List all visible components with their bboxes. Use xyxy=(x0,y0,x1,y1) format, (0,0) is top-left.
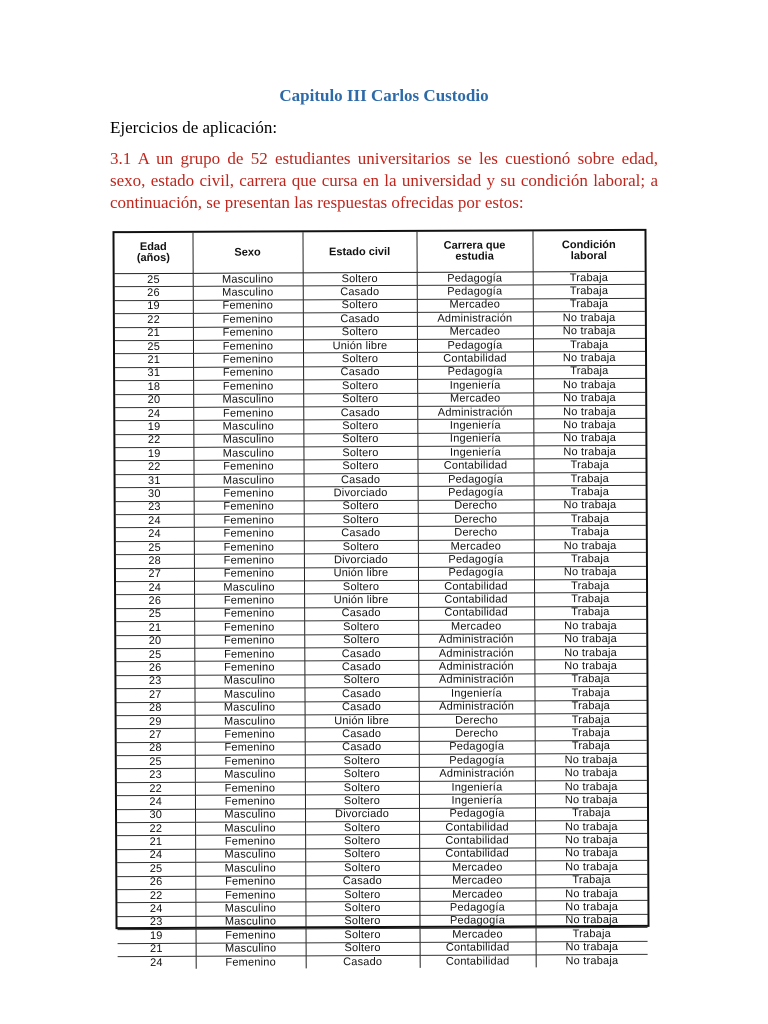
condicion-laboral-cell: Trabaja xyxy=(534,673,646,687)
estado-civil-cell: Soltero xyxy=(303,393,417,407)
edad-cell: 28 xyxy=(117,742,195,756)
condicion-laboral-cell: Trabaja xyxy=(534,553,646,567)
sexo-cell: Femenino xyxy=(195,835,305,849)
sexo-cell: Femenino xyxy=(193,340,303,354)
sexo-cell: Masculino xyxy=(195,715,305,729)
sexo-cell: Masculino xyxy=(194,675,304,689)
sexo-cell: Femenino xyxy=(193,407,303,421)
condicion-laboral-cell: No trabaja xyxy=(535,847,647,861)
edad-cell: 26 xyxy=(116,595,194,609)
condicion-laboral-cell: Trabaja xyxy=(535,874,647,888)
chapter-title: Capitulo III Carlos Custodio xyxy=(279,86,489,105)
estado-civil-cell: Soltero xyxy=(305,795,419,809)
sexo-cell: Masculino xyxy=(193,447,303,461)
section-heading: Ejercicios de aplicación: xyxy=(110,118,278,137)
estado-civil-cell: Soltero xyxy=(305,888,419,902)
estado-civil-cell: Soltero xyxy=(303,420,417,434)
condicion-laboral-cell: Trabaja xyxy=(535,713,647,727)
condicion-laboral-cell: No trabaja xyxy=(535,753,647,767)
sexo-cell: Femenino xyxy=(195,782,305,796)
sexo-cell: Femenino xyxy=(196,956,306,969)
condicion-laboral-cell: No trabaja xyxy=(533,405,645,419)
exercise-statement: 3.1 A un grupo de 52 estudiantes universitarios se les cuestionó sobre edad, sexo, estado civil, carrera que cursa en la universidad y su condición laboral; a continuación, se presentan las respuestas ofrecidas por estos: xyxy=(110,149,658,212)
condicion-laboral-cell: No trabaja xyxy=(533,445,645,459)
estado-civil-cell: Soltero xyxy=(305,768,419,782)
edad-cell: 24 xyxy=(116,528,194,542)
carrera-cell: Contabilidad xyxy=(420,955,536,968)
estado-civil-cell: Divorciado xyxy=(305,808,419,822)
condicion-laboral-cell: No trabaja xyxy=(533,392,645,406)
condicion-laboral-cell: No trabaja xyxy=(534,566,646,580)
carrera-cell: Contabilidad xyxy=(418,607,534,621)
condicion-laboral-cell: Trabaja xyxy=(534,472,646,486)
estado-civil-cell: Soltero xyxy=(303,326,417,340)
table-body xyxy=(115,271,648,969)
edad-cell: 28 xyxy=(117,702,195,716)
sexo-cell: Femenino xyxy=(195,728,305,742)
edad-cell: 27 xyxy=(116,568,194,582)
sexo-cell: Femenino xyxy=(194,554,304,568)
estado-civil-cell: Unión libre xyxy=(304,567,418,581)
carrera-cell: Contabilidad xyxy=(419,848,535,862)
edad-cell: 20 xyxy=(115,394,193,408)
edad-cell: 24 xyxy=(117,796,195,810)
estado-civil-cell: Divorciado xyxy=(304,487,418,501)
edad-cell: 23 xyxy=(117,769,195,783)
estado-civil-cell: Soltero xyxy=(303,272,417,286)
condicion-laboral-cell: Trabaja xyxy=(534,593,646,607)
edad-cell: 26 xyxy=(117,876,195,890)
estado-civil-cell: Unión libre xyxy=(304,594,418,608)
estado-civil-cell: Unión libre xyxy=(303,339,417,353)
sexo-cell: Femenino xyxy=(194,514,304,528)
estado-civil-cell: Soltero xyxy=(305,862,419,876)
carrera-cell: Ingeniería xyxy=(417,446,533,460)
condicion-laboral-cell: Trabaja xyxy=(534,579,646,593)
estado-civil-cell: Casado xyxy=(304,647,418,661)
sexo-cell: Femenino xyxy=(193,326,303,340)
header-sexo xyxy=(192,232,302,273)
edad-cell: 25 xyxy=(117,755,195,769)
carrera-cell: Pedagogía xyxy=(417,272,533,286)
sexo-cell: Femenino xyxy=(193,300,303,314)
estado-civil-cell: Casado xyxy=(306,955,420,968)
carrera-cell: Pedagogía xyxy=(417,366,533,380)
condicion-laboral-cell: No trabaja xyxy=(534,633,646,647)
condicion-laboral-cell: Trabaja xyxy=(534,526,646,540)
header-edad xyxy=(114,233,192,274)
sexo-cell: Masculino xyxy=(195,849,305,863)
condicion-laboral-cell: No trabaja xyxy=(535,901,647,915)
carrera-cell: Administración xyxy=(419,767,535,781)
header-estado-civil-line1: Estado civil xyxy=(328,245,391,258)
condicion-laboral-cell: No trabaja xyxy=(534,499,646,513)
table-row xyxy=(118,954,648,969)
sexo-cell: Masculino xyxy=(195,768,305,782)
estado-civil-cell: Casado xyxy=(303,406,417,420)
edad-cell: 22 xyxy=(115,434,193,448)
estado-civil-cell: Soltero xyxy=(303,353,417,367)
edad-cell: 21 xyxy=(118,943,196,957)
table-header-row xyxy=(114,231,644,274)
condicion-laboral-cell: No trabaja xyxy=(535,914,647,928)
estado-civil-cell: Soltero xyxy=(305,821,419,835)
estado-civil-cell: Casado xyxy=(305,728,419,742)
carrera-cell: Ingeniería xyxy=(417,379,533,393)
edad-cell: 24 xyxy=(118,956,196,969)
edad-cell: 22 xyxy=(117,822,195,836)
edad-cell: 26 xyxy=(115,287,193,301)
estado-civil-cell: Casado xyxy=(304,527,418,541)
carrera-cell: Mercadeo xyxy=(417,299,533,313)
estado-civil-cell: Soltero xyxy=(304,513,418,527)
carrera-cell: Pedagogía xyxy=(419,741,535,755)
estado-civil-cell: Unión libre xyxy=(305,714,419,728)
sexo-cell: Femenino xyxy=(194,567,304,581)
sexo-cell: Femenino xyxy=(194,621,304,635)
carrera-cell: Derecho xyxy=(419,714,535,728)
carrera-cell: Ingeniería xyxy=(419,794,535,808)
survey-data-table xyxy=(112,229,649,969)
header-condicion-line1: Condición xyxy=(561,238,616,252)
sexo-cell: Femenino xyxy=(193,313,303,327)
sexo-cell: Masculino xyxy=(194,688,304,702)
carrera-cell: Pedagogía xyxy=(417,285,533,299)
edad-cell: 21 xyxy=(115,327,193,341)
carrera-cell: Pedagogía xyxy=(419,754,535,768)
condicion-laboral-cell: Trabaja xyxy=(535,740,647,754)
carrera-cell: Mercadeo xyxy=(419,888,535,902)
estado-civil-cell: Soltero xyxy=(303,433,417,447)
estado-civil-cell: Soltero xyxy=(304,500,418,514)
carrera-cell: Mercadeo xyxy=(417,392,533,406)
carrera-cell: Administración xyxy=(418,674,534,688)
condicion-laboral-cell: No trabaja xyxy=(534,660,646,674)
carrera-cell: Administración xyxy=(419,700,535,714)
edad-cell: 18 xyxy=(115,380,193,394)
sexo-cell: Femenino xyxy=(194,634,304,648)
condicion-laboral-cell: Trabaja xyxy=(533,338,645,352)
condicion-laboral-cell: No trabaja xyxy=(534,619,646,633)
estado-civil-cell: Casado xyxy=(303,313,417,327)
condicion-laboral-cell: Trabaja xyxy=(535,700,647,714)
condicion-laboral-cell: No trabaja xyxy=(533,432,645,446)
sexo-cell: Femenino xyxy=(194,608,304,622)
carrera-cell: Mercadeo xyxy=(419,861,535,875)
condicion-laboral-cell: No trabaja xyxy=(536,941,648,955)
condicion-laboral-cell: No trabaja xyxy=(535,861,647,875)
edad-cell: 24 xyxy=(117,849,195,863)
estado-civil-cell: Soltero xyxy=(305,781,419,795)
edad-cell: 25 xyxy=(115,340,193,354)
estado-civil-cell: Soltero xyxy=(305,754,419,768)
sexo-cell: Femenino xyxy=(195,889,305,903)
header-carrera-line1: Carrera que xyxy=(443,239,506,252)
carrera-cell: Contabilidad xyxy=(417,459,533,473)
estado-civil-cell: Soltero xyxy=(304,674,418,688)
edad-cell: 22 xyxy=(117,889,195,903)
sexo-cell: Masculino xyxy=(194,581,304,595)
condicion-laboral-cell: No trabaja xyxy=(533,312,645,326)
estado-civil-cell: Soltero xyxy=(305,915,419,929)
sexo-cell: Femenino xyxy=(195,755,305,769)
sexo-cell: Masculino xyxy=(193,286,303,300)
edad-cell: 24 xyxy=(116,581,194,595)
condicion-laboral-cell: Trabaja xyxy=(534,686,646,700)
condicion-laboral-cell: Trabaja xyxy=(536,927,648,941)
condicion-laboral-cell: No trabaja xyxy=(535,834,647,848)
condicion-laboral-cell: No trabaja xyxy=(534,646,646,660)
estado-civil-cell: Casado xyxy=(303,366,417,380)
edad-cell: 23 xyxy=(116,501,194,515)
carrera-cell: Mercadeo xyxy=(417,325,533,339)
sexo-cell: Femenino xyxy=(193,460,303,474)
carrera-cell: Contabilidad xyxy=(418,580,534,594)
condicion-laboral-cell: No trabaja xyxy=(533,378,645,392)
sexo-cell: Masculino xyxy=(195,862,305,876)
condicion-laboral-cell: Trabaja xyxy=(533,459,645,473)
estado-civil-cell: Soltero xyxy=(303,379,417,393)
carrera-cell: Administración xyxy=(418,633,534,647)
edad-cell: 19 xyxy=(115,421,193,435)
sexo-cell: Femenino xyxy=(195,875,305,889)
edad-cell: 22 xyxy=(115,461,193,475)
condicion-laboral-cell: Trabaja xyxy=(533,365,645,379)
estado-civil-cell: Soltero xyxy=(305,902,419,916)
sexo-cell: Femenino xyxy=(195,742,305,756)
edad-cell: 25 xyxy=(116,541,194,555)
condicion-laboral-cell: No trabaja xyxy=(535,794,647,808)
condicion-laboral-cell: No trabaja xyxy=(535,820,647,834)
sexo-cell: Masculino xyxy=(193,434,303,448)
sexo-cell: Femenino xyxy=(195,795,305,809)
sexo-cell: Femenino xyxy=(193,367,303,381)
estado-civil-cell: Casado xyxy=(305,741,419,755)
carrera-cell: Mercadeo xyxy=(418,540,534,554)
sexo-cell: Femenino xyxy=(194,500,304,514)
carrera-cell: Pedagogía xyxy=(418,486,534,500)
carrera-cell: Contabilidad xyxy=(418,593,534,607)
condicion-laboral-cell: No trabaja xyxy=(534,539,646,553)
estado-civil-cell: Soltero xyxy=(306,942,420,956)
condicion-laboral-cell: No trabaja xyxy=(565,954,619,967)
edad-cell: 30 xyxy=(116,488,194,502)
estado-civil-cell: Casado xyxy=(305,701,419,715)
estado-civil-cell: Divorciado xyxy=(304,554,418,568)
sexo-cell: Masculino xyxy=(193,420,303,434)
sexo-cell: Masculino xyxy=(195,808,305,822)
edad-cell: 31 xyxy=(116,474,194,488)
sexo-cell: Masculino xyxy=(193,393,303,407)
carrera-cell: Pedagogía xyxy=(419,915,535,929)
survey-table xyxy=(114,231,647,970)
sexo-cell: Masculino xyxy=(194,474,304,488)
edad-cell: 25 xyxy=(115,273,193,287)
estado-civil-cell: Soltero xyxy=(304,580,418,594)
condicion-laboral-cell: No trabaja xyxy=(535,780,647,794)
sexo-cell: Femenino xyxy=(194,661,304,675)
carrera-cell: Pedagogía xyxy=(418,553,534,567)
carrera-cell: Derecho xyxy=(418,499,534,513)
sexo-cell: Femenino xyxy=(194,487,304,501)
edad-cell: 21 xyxy=(117,836,195,850)
sexo-cell: Femenino xyxy=(194,527,304,541)
estado-civil-cell: Soltero xyxy=(304,634,418,648)
condicion-laboral-cell: No trabaja xyxy=(533,419,645,433)
carrera-cell: Pedagogía xyxy=(419,901,535,915)
estado-civil-cell: Soltero xyxy=(305,835,419,849)
carrera-cell: Mercadeo xyxy=(418,620,534,634)
estado-civil-cell: Casado xyxy=(304,661,418,675)
edad-cell: 23 xyxy=(116,675,194,689)
condicion-laboral-cell: No trabaja xyxy=(535,767,647,781)
condicion-laboral-cell: No trabaja xyxy=(535,887,647,901)
estado-civil-cell: Casado xyxy=(304,473,418,487)
condicion-laboral-cell: Trabaja xyxy=(533,298,645,312)
carrera-cell: Mercadeo xyxy=(420,928,536,942)
sexo-cell: Masculino xyxy=(195,701,305,715)
edad-cell: 25 xyxy=(116,648,194,662)
sexo-cell: Masculino xyxy=(195,902,305,916)
header-condicion-line2: laboral xyxy=(570,250,607,263)
condicion-laboral-cell: Trabaja xyxy=(534,606,646,620)
estado-civil-cell: Casado xyxy=(304,607,418,621)
carrera-cell: Pedagogía xyxy=(418,566,534,580)
edad-cell: 24 xyxy=(115,407,193,421)
edad-cell: 19 xyxy=(115,447,193,461)
carrera-cell: Ingeniería xyxy=(418,687,534,701)
carrera-cell: Derecho xyxy=(418,526,534,540)
carrera-cell: Ingeniería xyxy=(417,433,533,447)
edad-cell: 25 xyxy=(116,608,194,622)
edad-cell: 28 xyxy=(116,555,194,569)
header-condicion-laboral xyxy=(532,231,644,272)
condicion-laboral-cell: No trabaja xyxy=(533,352,645,366)
estado-civil-cell: Casado xyxy=(305,875,419,889)
sexo-cell: Masculino xyxy=(196,942,306,956)
edad-cell: 21 xyxy=(116,621,194,635)
carrera-cell: Administración xyxy=(417,312,533,326)
edad-cell: 21 xyxy=(115,354,193,368)
carrera-cell: Administración xyxy=(417,406,533,420)
sexo-cell: Femenino xyxy=(194,648,304,662)
sexo-cell: Femenino xyxy=(194,594,304,608)
condicion-laboral-cell: Trabaja xyxy=(533,271,645,285)
carrera-cell: Contabilidad xyxy=(419,821,535,835)
sexo-cell: Femenino xyxy=(194,541,304,555)
carrera-cell: Contabilidad xyxy=(419,834,535,848)
estado-civil-cell: Soltero xyxy=(303,460,417,474)
condicion-laboral-cell: Trabaja xyxy=(533,285,645,299)
edad-cell: 31 xyxy=(115,367,193,381)
edad-cell: 26 xyxy=(116,662,194,676)
edad-cell: 22 xyxy=(115,313,193,327)
sexo-cell: Femenino xyxy=(193,380,303,394)
edad-cell: 19 xyxy=(115,300,193,314)
edad-cell: 23 xyxy=(117,916,195,930)
carrera-cell: Pedagogía xyxy=(419,807,535,821)
edad-cell: 19 xyxy=(118,929,196,943)
carrera-cell: Pedagogía xyxy=(417,339,533,353)
edad-cell: 27 xyxy=(117,729,195,743)
condicion-laboral-cell: Trabaja xyxy=(535,727,647,741)
edad-cell: 25 xyxy=(117,863,195,877)
carrera-cell: Contabilidad xyxy=(417,352,533,366)
header-edad-line2: (años) xyxy=(136,251,170,265)
sexo-cell: Masculino xyxy=(193,273,303,287)
header-edad-line1: Edad xyxy=(139,240,167,254)
carrera-cell: Contabilidad xyxy=(420,941,536,955)
edad-cell: 20 xyxy=(116,635,194,649)
estado-civil-cell: Soltero xyxy=(304,620,418,634)
edad-cell: 30 xyxy=(117,809,195,823)
header-carrera-line2: estudia xyxy=(455,250,494,263)
estado-civil-cell: Casado xyxy=(303,286,417,300)
carrera-cell: Administración xyxy=(418,647,534,661)
carrera-cell: Administración xyxy=(418,660,534,674)
estado-civil-cell: Soltero xyxy=(303,299,417,313)
estado-civil-cell: Soltero xyxy=(303,446,417,460)
condicion-laboral-cell: Trabaja xyxy=(534,486,646,500)
carrera-cell: Ingeniería xyxy=(419,781,535,795)
sexo-cell: Femenino xyxy=(193,353,303,367)
header-estado-civil xyxy=(302,232,416,273)
edad-cell: 27 xyxy=(116,688,194,702)
header-carrera xyxy=(416,231,532,272)
carrera-cell: Pedagogía xyxy=(418,473,534,487)
estado-civil-cell: Soltero xyxy=(305,848,419,862)
estado-civil-cell: Soltero xyxy=(306,928,420,942)
header-sexo-line1: Sexo xyxy=(234,246,261,259)
carrera-cell: Derecho xyxy=(419,727,535,741)
carrera-cell: Derecho xyxy=(418,513,534,527)
estado-civil-cell: Casado xyxy=(304,687,418,701)
edad-cell: 24 xyxy=(116,514,194,528)
sexo-cell: Masculino xyxy=(195,916,305,930)
carrera-cell: Mercadeo xyxy=(419,874,535,888)
estado-civil-cell: Soltero xyxy=(304,540,418,554)
edad-cell: 29 xyxy=(117,715,195,729)
edad-cell: 22 xyxy=(117,782,195,796)
sexo-cell: Masculino xyxy=(195,822,305,836)
condicion-laboral-cell: No trabaja xyxy=(533,325,645,339)
condicion-laboral-cell: Trabaja xyxy=(535,807,647,821)
condicion-laboral-cell: Trabaja xyxy=(534,512,646,526)
edad-cell: 24 xyxy=(117,903,195,917)
sexo-cell: Femenino xyxy=(196,929,306,943)
carrera-cell: Ingeniería xyxy=(417,419,533,433)
